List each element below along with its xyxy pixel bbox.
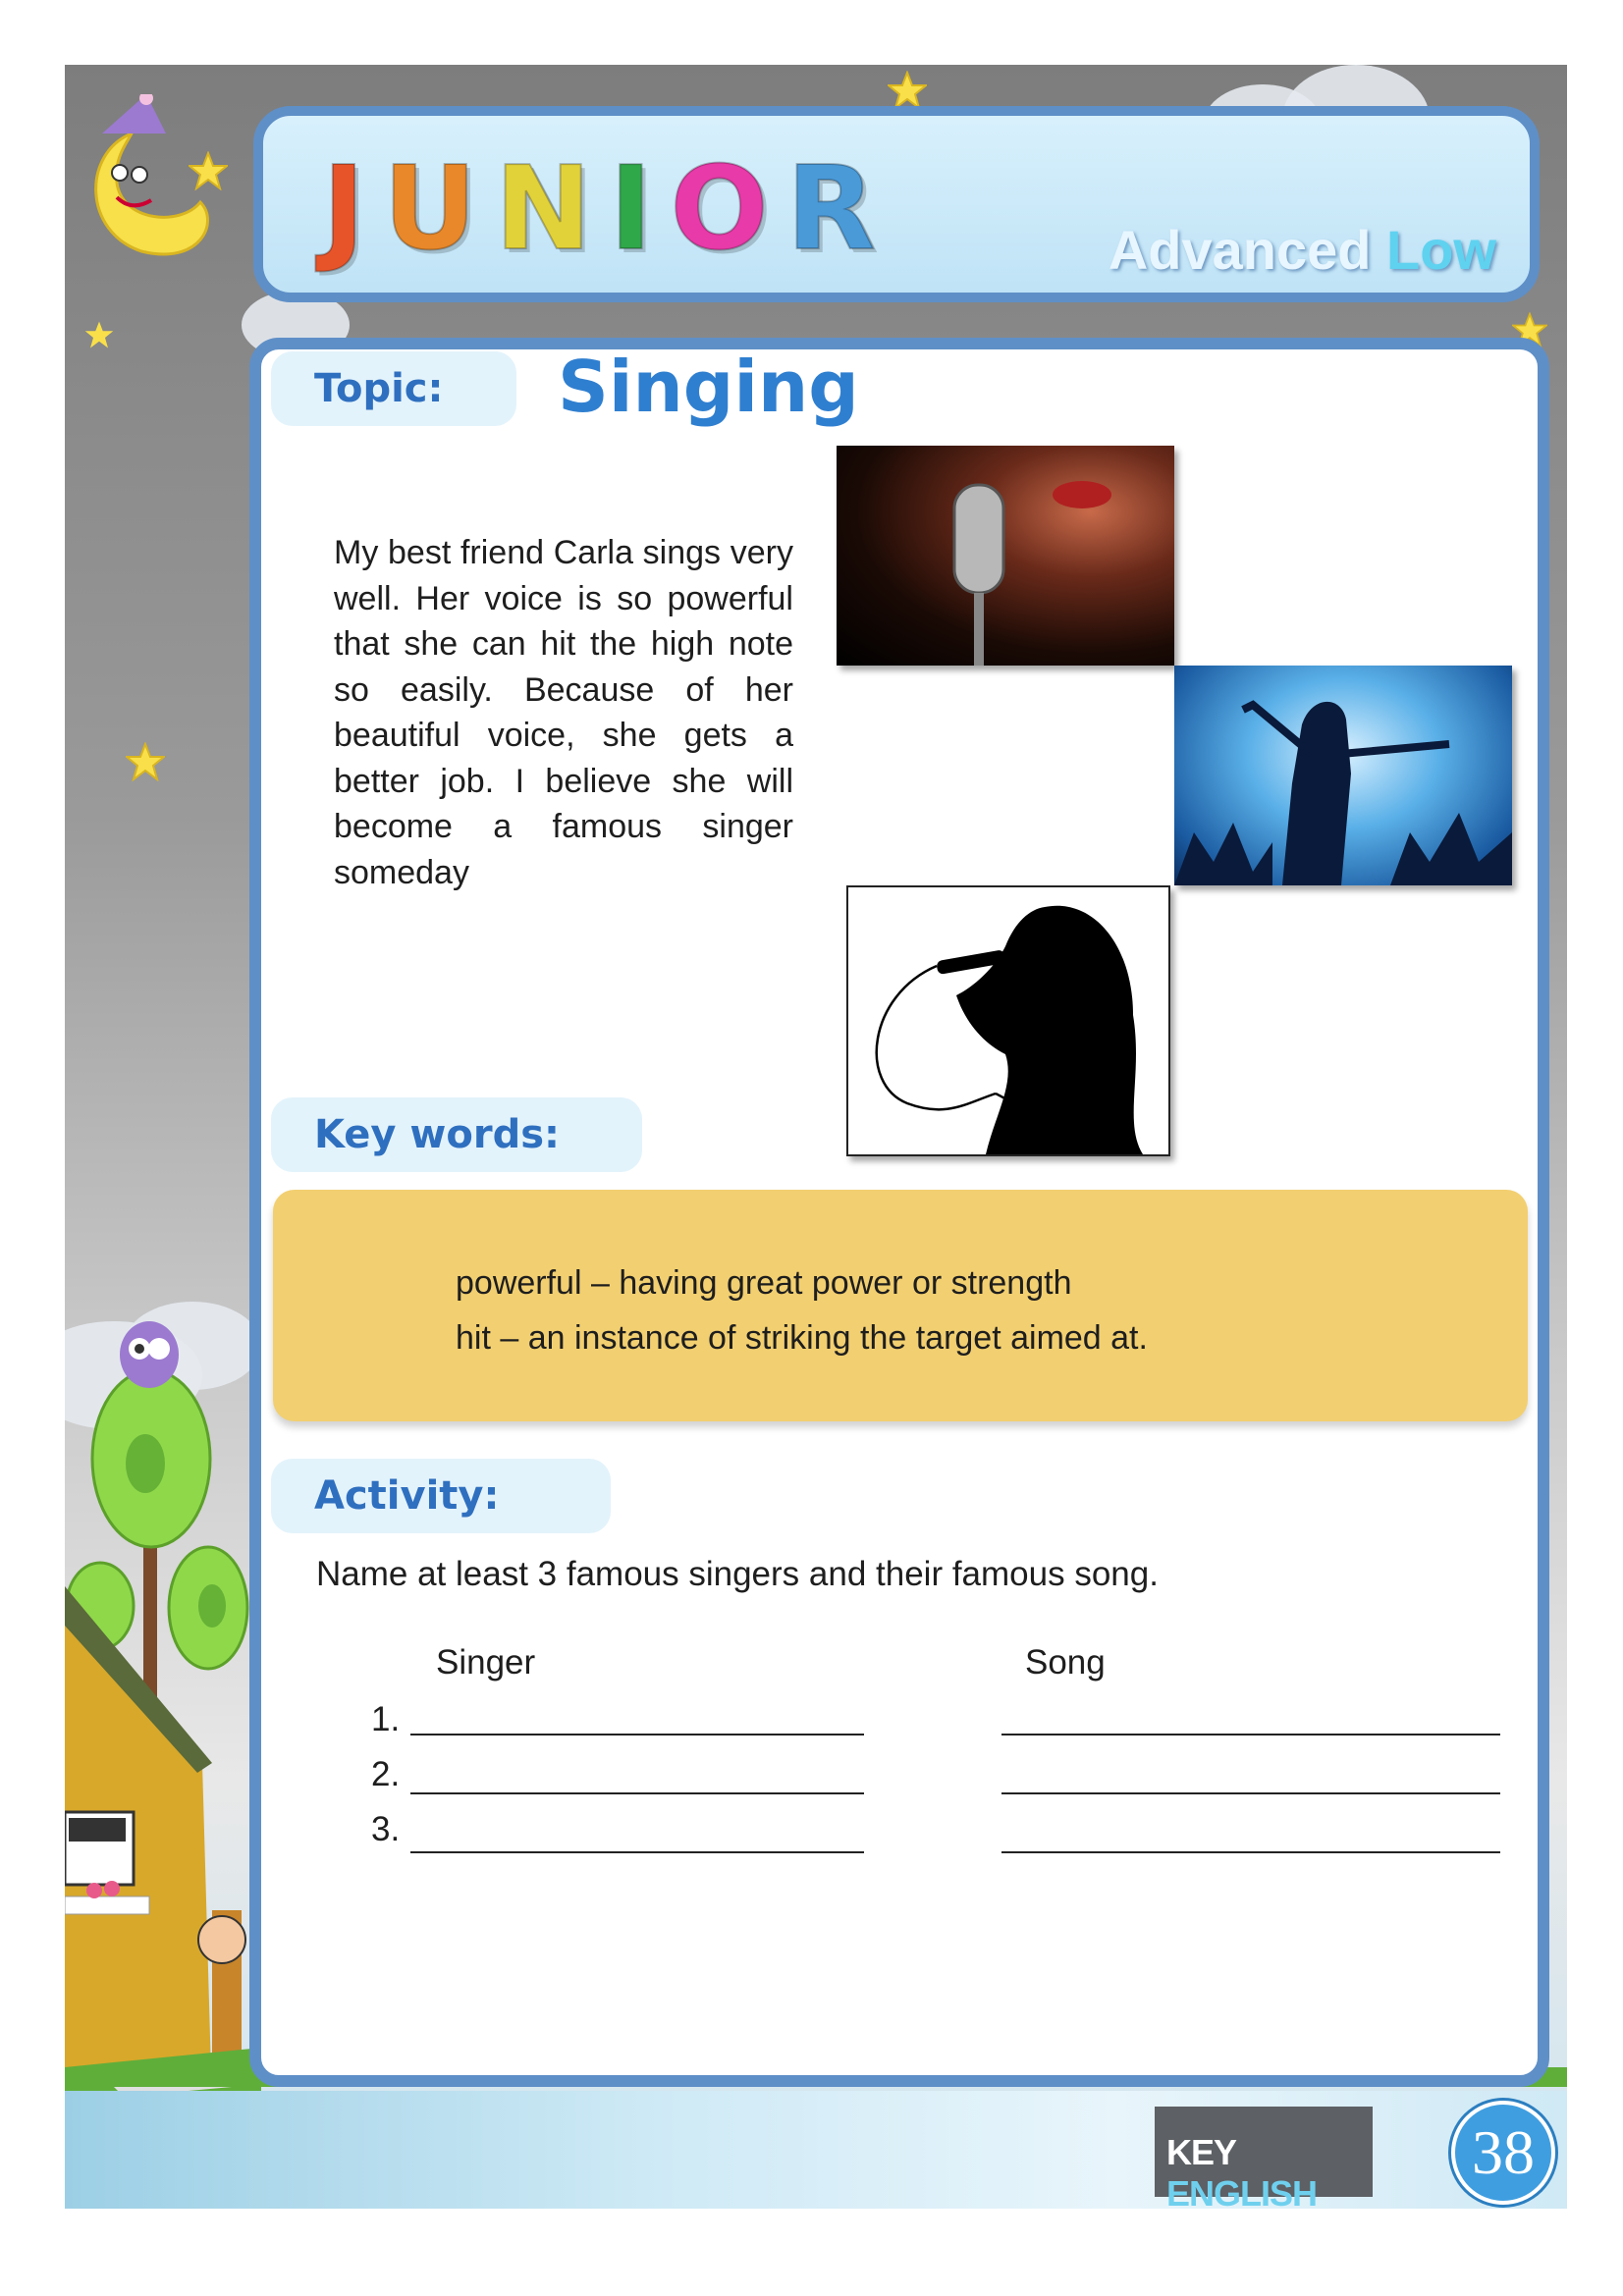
page-title: Singing (558, 346, 859, 428)
row-number: 3. (371, 1810, 401, 1848)
keyword-definition: powerful – having great power or strength (456, 1264, 1072, 1302)
tree-house-illustration (65, 1302, 261, 2107)
star-icon (84, 320, 114, 349)
singer-microphone-photo (837, 446, 1174, 666)
junior-letter: I (609, 140, 653, 276)
song-column-header: Song (1025, 1643, 1106, 1682)
junior-letter: R (785, 140, 876, 276)
junior-logo (322, 139, 876, 277)
page-number: 38 (1451, 2101, 1555, 2205)
junior-letter: N (494, 140, 592, 276)
keywords-label: Key words: (271, 1097, 642, 1172)
level-word: Advanced (1108, 219, 1372, 281)
song-answer-line-3[interactable] (1001, 1851, 1500, 1853)
star-icon (189, 151, 228, 190)
microphone-icon (837, 446, 1174, 666)
key-english-logo (1155, 2107, 1373, 2214)
keywords-box (273, 1190, 1528, 1421)
singer-answer-line-1[interactable] (410, 1734, 864, 1735)
activity-instruction: Name at least 3 famous singers and their famous song. (316, 1555, 1159, 1593)
silhouette-singer-photo (846, 885, 1170, 1156)
level-label (1109, 218, 1496, 282)
singer-column-header: Singer (436, 1643, 536, 1682)
star-icon (126, 742, 165, 781)
activity-label: Activity: (271, 1459, 611, 1533)
row-number: 2. (371, 1755, 401, 1793)
singer-answer-line-3[interactable] (410, 1851, 864, 1853)
song-answer-line-2[interactable] (1001, 1792, 1500, 1794)
singer-silhouette (1174, 666, 1512, 885)
row-number: 1. (371, 1700, 401, 1738)
logo-text (1166, 2132, 1373, 2215)
junior-letter: J (322, 140, 365, 276)
level-word-low: Low (1386, 219, 1496, 281)
reading-passage: My best friend Carla sings very well. Her voice is so powerful that she can hit the high note so easily. Because of her beautiful voice, she gets a better job. I believe she will become a famous singer someday (334, 534, 793, 891)
logo-english-word: ENGLISH (1166, 2173, 1318, 2214)
woman-singing-silhouette (848, 887, 1168, 1154)
logo-key-word: KEY (1166, 2132, 1236, 2172)
singer-answer-line-2[interactable] (410, 1792, 864, 1794)
keyword-definition: hit – an instance of striking the target aimed at. (456, 1319, 1148, 1357)
song-answer-line-1[interactable] (1001, 1734, 1500, 1735)
junior-letter: O (670, 140, 769, 276)
star-icon (888, 71, 927, 110)
concert-singer-photo (1174, 666, 1512, 885)
topic-label: Topic: (271, 351, 516, 426)
junior-letter: U (382, 140, 477, 276)
header-banner (253, 106, 1540, 302)
